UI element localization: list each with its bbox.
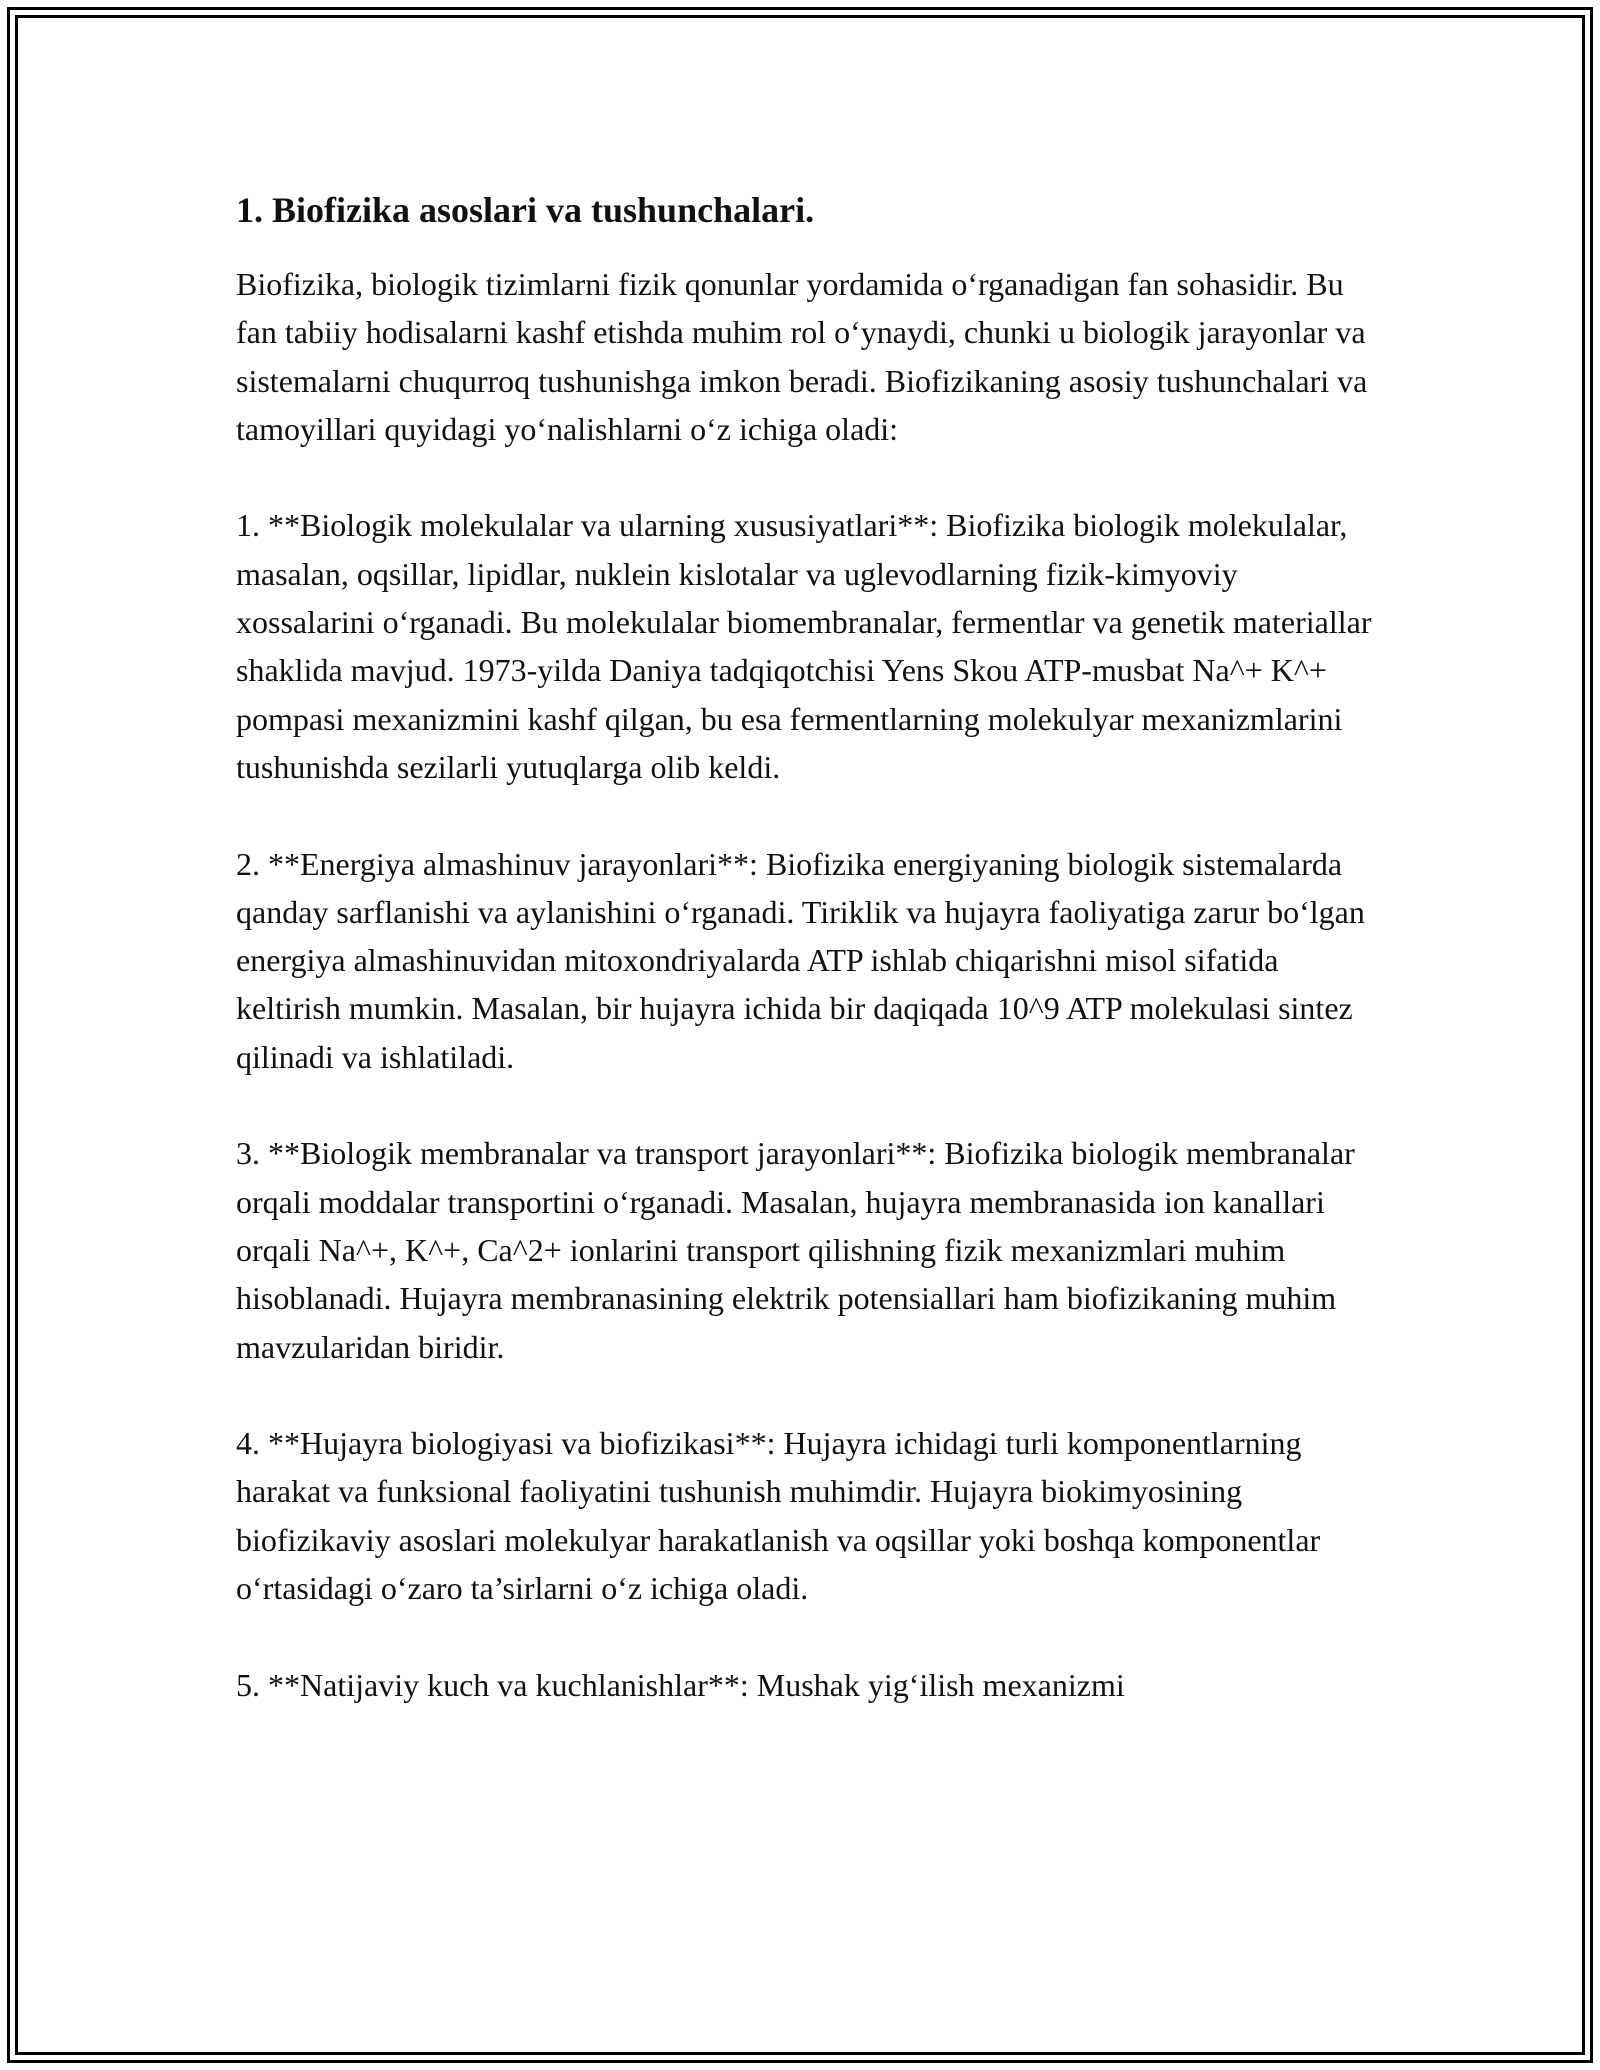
list-item-3-paragraph: 3. **Biologik membranalar va transport jarayonlari**: Biofizika biologik membranalar orqali moddalar transportini o‘rganadi. Masalan, hujayra membranasida ion kanallari orqali Na^+, K^+, Ca^2+ ionlarini transport qilishning fizik mexanizmlari muhim hisoblanadi. Hujayra membranasining elektrik potensiallari ham biofizikaning muhim mavzularidan biridir. bbox=[236, 1135, 1355, 1365]
list-item-5-paragraph: 5. **Natijaviy kuch va kuchlanishlar**: Mushak yig‘ilish mexanizmi bbox=[236, 1666, 1125, 1703]
section-heading: 1. Biofizika asoslari va tushunchalari. bbox=[236, 190, 815, 230]
intro-paragraph: Biofizika, biologik tizimlarni fizik qonunlar yordamida o‘rganadigan fan sohasidir. Bu fan tabiiy hodisalarni kashf etishda muhim rol o‘ynaydi, chunki u biologik jarayonlar va sistemalarni chuqurroq tushunishga imkon beradi. Biofizikaning asosiy tushunchalari va tamoyillari quyidagi yo‘nalishlarni o‘z ichiga oladi: bbox=[236, 266, 1368, 447]
list-item-1-paragraph: 1. **Biologik molekulalar va ularning xususiyatlari**: Biofizika biologik molekulalar, masalan, oqsillar, lipidlar, nuklein kislotalar va uglevodlarning fizik-kimyoviy xossalarini o‘rganadi. Bu molekulalar biomembranalar, fermentlar va genetik materiallar shaklida mavjud. 1973-yilda Daniya tadqiqotchisi Yens Skou ATP-musbat Na^+ K^+ pompasi mexanizmini kashf qilgan, bu esa fermentlarning molekulyar mexanizmlarini tushunishda sezilarli yutuqlarga olib keldi. bbox=[236, 507, 1372, 785]
list-item-4-paragraph: 4. **Hujayra biologiyasi va biofizikasi**: Hujayra ichidagi turli komponentlarning harakat va funksional faoliyatini tushunish muhimdir. Hujayra biokimyosining biofizikaviy asoslari molekulyar harakatlanish va oqsillar yoki boshqa komponentlar o‘rtasidagi o‘zaro ta’sirlarni o‘z ichiga oladi. bbox=[236, 1425, 1321, 1607]
document-body bbox=[236, 188, 1376, 1757]
list-item-2-paragraph: 2. **Energiya almashinuv jarayonlari**: Biofizika energiyaning biologik sistemalarda qanday sarflanishi va aylanishini o‘rganadi. Tiriklik va hujayra faoliyatiga zarur bo‘lgan energiya almashinuvidan mitoxondriyalarda ATP ishlab chiqarishni misol sifatida keltirish mumkin. Masalan, bir hujayra ichida bir daqiqada 10^9 ATP molekulasi sintez qilinadi va ishlatiladi. bbox=[236, 845, 1365, 1075]
